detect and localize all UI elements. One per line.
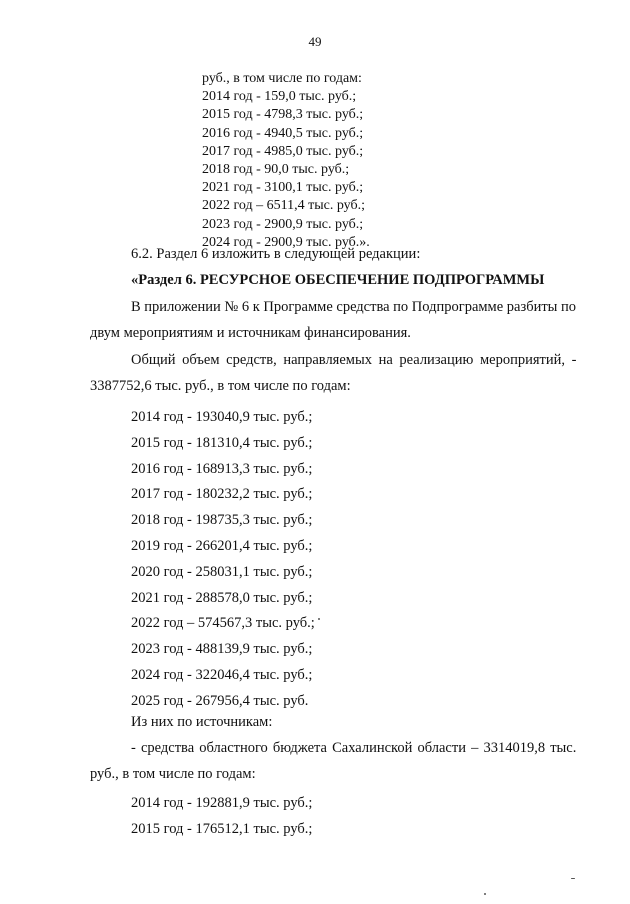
list-item: руб., в том числе по годам: (202, 71, 362, 86)
list-item: 2016 год - 168913,3 тыс. руб.; (131, 460, 313, 477)
list-item: 2023 год - 2900,9 тыс. руб.; (202, 216, 364, 232)
list-item: 2014 год - 193040,9 тыс. руб.; (131, 409, 313, 425)
list-item: 2021 год - 3100,1 тыс. руб.; (202, 180, 364, 196)
list-item: 2017 год - 180232,2 тыс. руб.; (131, 486, 313, 503)
list-item: 2022 год – 6511,4 тыс. руб.; (202, 198, 365, 214)
scan-speck (484, 893, 486, 895)
list-item: 2014 год - 159,0 тыс. руб.; (202, 89, 357, 105)
scan-speck (571, 878, 575, 879)
list-item: 2017 год - 4985,0 тыс. руб.; (202, 143, 364, 159)
paragraph-line: 3387752,6 тыс. руб., в том числе по годам: (90, 378, 351, 394)
paragraph-line: - средства областного бюджета Сахалинской области – 3314019,8 тыс. (131, 740, 577, 756)
list-item: 2021 год - 288578,0 тыс. руб.; (131, 589, 313, 606)
scan-speck (318, 618, 320, 620)
page-number: 49 (308, 34, 322, 49)
list-item: 2024 год - 322046,4 тыс. руб.; (131, 666, 313, 683)
list-item: 2019 год - 266201,4 тыс. руб.; (131, 537, 313, 554)
source-years-list (131, 790, 312, 842)
section-heading: «Раздел 6. РЕСУРСНОЕ ОБЕСПЕЧЕНИЕ ПОДПРОГРАММЫ (131, 272, 545, 288)
list-item: 2014 год - 192881,9 тыс. руб.; (131, 795, 313, 811)
list-item: 2024 год - 2900,9 тыс. руб.». (202, 234, 370, 250)
funding-years-list (131, 405, 315, 715)
list-item: 2018 год - 198735,3 тыс. руб.; (131, 512, 313, 529)
list-item: 2015 год - 4798,3 тыс. руб.; (202, 107, 364, 123)
list-item: 2023 год - 488139,9 тыс. руб.; (131, 641, 313, 658)
list-item: 2025 год - 267956,4 тыс. руб. (131, 692, 309, 709)
list-item: 2022 год – 574567,3 тыс. руб.; (131, 615, 315, 632)
paragraph-line: руб., в том числе по годам: (90, 766, 256, 782)
paragraph-line: двум мероприятиям и источникам финансирования. (90, 325, 411, 341)
funding-years-list-continued (202, 70, 370, 252)
list-item: 2016 год - 4940,5 тыс. руб.; (202, 125, 364, 141)
list-item: 2018 год - 90,0 тыс. руб.; (202, 162, 350, 178)
section-intro: 6.2. Раздел 6 изложить в следующей редакции: (131, 246, 421, 262)
list-item: 2015 год - 181310,4 тыс. руб.; (131, 434, 313, 451)
sources-intro: Из них по источникам: (131, 714, 273, 730)
paragraph-line: В приложении № 6 к Программе средства по Подпрограмме разбиты по (131, 299, 577, 315)
list-item: 2015 год - 176512,1 тыс. руб.; (131, 821, 313, 837)
list-item: 2020 год - 258031,1 тыс. руб.; (131, 563, 313, 580)
paragraph-line: Общий объем средств, направляемых на реализацию мероприятий, - (131, 352, 577, 368)
